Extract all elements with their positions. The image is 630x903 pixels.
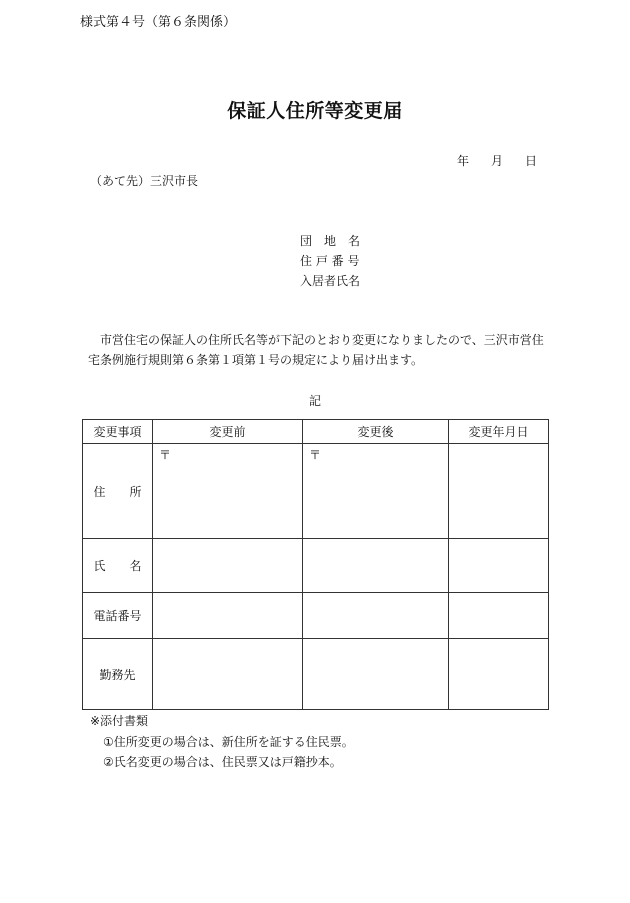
year-label: 年 — [457, 154, 470, 168]
workplace-after-cell[interactable] — [303, 639, 449, 710]
header-after: 変更後 — [303, 420, 449, 444]
header-change-item: 変更事項 — [83, 420, 153, 444]
workplace-date-cell[interactable] — [449, 639, 549, 710]
postal-mark: 〒 — [309, 448, 322, 462]
table-header-row — [83, 420, 549, 444]
danchi-name-label: 団 地 名 — [300, 234, 361, 248]
phone-after-cell[interactable] — [303, 593, 449, 639]
table-row-name — [83, 539, 549, 593]
phone-date-cell[interactable] — [449, 593, 549, 639]
postal-mark: 〒 — [159, 448, 172, 462]
address-before-cell[interactable] — [153, 444, 303, 539]
header-change-date: 変更年月日 — [449, 420, 549, 444]
phone-before-cell[interactable] — [153, 593, 303, 639]
date-line — [457, 152, 537, 169]
workplace-before-cell[interactable] — [153, 639, 303, 710]
resident-name-label: 入居者氏名 — [300, 274, 361, 288]
row-label-phone: 電話番号 — [83, 593, 153, 639]
attachments-title: ※添付書類 — [90, 714, 149, 728]
attachment-item: ①住所変更の場合は、新住所を証する住民票。 — [103, 735, 354, 749]
address-date-cell[interactable] — [449, 444, 549, 539]
table-row-address — [83, 444, 549, 539]
name-date-cell[interactable] — [449, 539, 549, 593]
day-label: 日 — [525, 154, 538, 168]
header-before: 変更前 — [153, 420, 303, 444]
declaration-text: 市営住宅の保証人の住所氏名等が下記のとおり変更になりましたので、三沢市営住宅条例施行規則第６条第１項第１号の規定により届け出ます。 — [88, 333, 544, 367]
row-label-workplace: 勤務先 — [83, 639, 153, 710]
row-label-name: 氏 名 — [83, 539, 153, 593]
addressee: （あて先）三沢市長 — [90, 174, 199, 188]
change-table — [82, 419, 549, 710]
ki-label: 記 — [308, 394, 321, 408]
name-before-cell[interactable] — [153, 539, 303, 593]
table-row-phone — [83, 593, 549, 639]
form-number-label: 様式第４号（第６条関係） — [80, 15, 237, 30]
attachment-item: ②氏名変更の場合は、住民票又は戸籍抄本。 — [103, 755, 342, 769]
unit-number-label: 住 戸 番 号 — [300, 254, 360, 268]
document-title: 保証人住所等変更届 — [227, 100, 403, 122]
name-after-cell[interactable] — [303, 539, 449, 593]
table-row-workplace — [83, 639, 549, 710]
month-label: 月 — [491, 154, 504, 168]
address-after-cell[interactable] — [303, 444, 449, 539]
row-label-address: 住 所 — [83, 444, 153, 539]
